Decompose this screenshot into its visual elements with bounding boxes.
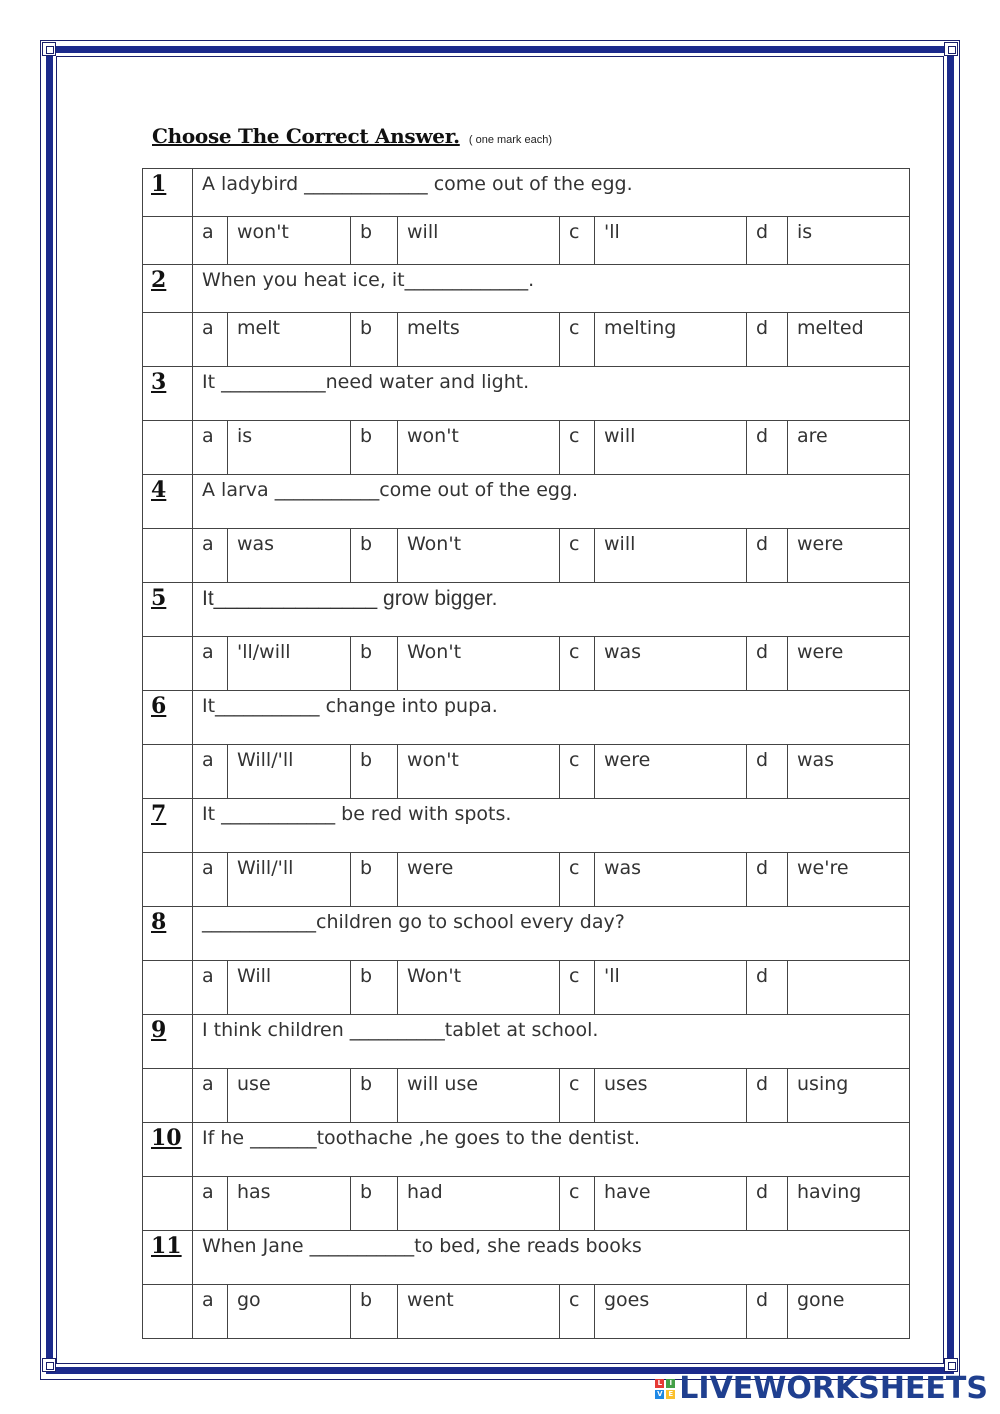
frame-corner-ornament [944,1358,958,1372]
option-c-answer[interactable]: have [595,1177,747,1231]
question-number: 2 [143,265,193,313]
option-letter: b [351,637,398,691]
option-c-answer[interactable]: goes [595,1285,747,1339]
number-spacer-cell [143,421,193,475]
options-row [143,421,910,475]
options-row [143,1177,910,1231]
option-letter: d [747,421,788,475]
question-text: A ladybird _____________ come out of the egg. [193,169,910,217]
question-row [143,475,910,529]
question-number: 11 [143,1231,193,1285]
question-table [142,168,910,1339]
liveworksheets-watermark [655,1371,988,1406]
question-text: It ___________need water and light. [193,367,910,421]
marks-note: ( one mark each) [468,134,553,146]
number-spacer-cell [143,529,193,583]
option-b-answer[interactable]: Won't [398,529,560,583]
option-letter: d [747,1069,788,1123]
options-row [143,313,910,367]
option-a-answer[interactable]: melt [228,313,351,367]
question-row [143,691,910,745]
question-number: 6 [143,691,193,745]
question-row [143,1231,910,1285]
number-spacer-cell [143,961,193,1015]
option-letter: a [193,1069,228,1123]
option-a-answer[interactable]: won't [228,217,351,265]
option-d-answer[interactable]: was [788,745,910,799]
option-b-answer[interactable]: Won't [398,637,560,691]
option-d-answer[interactable]: gone [788,1285,910,1339]
option-letter: b [351,745,398,799]
question-text: It______________ grow bigger. [193,583,910,637]
question-row [143,265,910,313]
question-number: 3 [143,367,193,421]
question-text: If he _______toothache ,he goes to the dentist. [193,1123,910,1177]
option-letter: d [747,313,788,367]
option-letter: a [193,745,228,799]
option-b-answer[interactable]: won't [398,421,560,475]
number-spacer-cell [143,853,193,907]
option-letter: c [560,217,595,265]
option-letter: c [560,1069,595,1123]
option-b-answer[interactable]: Won't [398,961,560,1015]
brand-name: LIVEWORKSHEETS [679,1371,988,1406]
option-letter: d [747,217,788,265]
option-a-answer[interactable]: was [228,529,351,583]
option-letter: a [193,961,228,1015]
frame-corner-ornament [42,1358,56,1372]
question-number: 5 [143,583,193,637]
option-a-answer[interactable]: go [228,1285,351,1339]
option-letter: c [560,421,595,475]
option-a-answer[interactable]: is [228,421,351,475]
question-number: 10 [143,1123,193,1177]
option-letter: d [747,961,788,1015]
option-c-answer[interactable]: will [595,421,747,475]
question-row [143,1123,910,1177]
option-a-answer[interactable]: Will/'ll [228,853,351,907]
question-number: 7 [143,799,193,853]
question-text: I think children __________tablet at school. [193,1015,910,1069]
option-d-answer[interactable]: were [788,529,910,583]
option-letter: a [193,313,228,367]
option-d-answer[interactable]: using [788,1069,910,1123]
option-letter: c [560,853,595,907]
question-number: 4 [143,475,193,529]
option-letter: b [351,313,398,367]
number-spacer-cell [143,1177,193,1231]
options-row [143,1069,910,1123]
option-a-answer[interactable]: has [228,1177,351,1231]
option-d-answer[interactable]: were [788,637,910,691]
logo-letter: I [666,1379,675,1388]
option-a-answer[interactable]: 'll/will [228,637,351,691]
option-c-answer[interactable]: melting [595,313,747,367]
worksheet-title: Choose The Correct Answer. [152,124,460,148]
options-row [143,217,910,265]
option-b-answer[interactable]: won't [398,745,560,799]
question-row [143,169,910,217]
option-letter: b [351,1177,398,1231]
number-spacer-cell [143,1285,193,1339]
option-letter: b [351,853,398,907]
option-letter: b [351,529,398,583]
option-letter: d [747,1177,788,1231]
option-letter: d [747,637,788,691]
options-row [143,745,910,799]
options-row [143,853,910,907]
option-letter: a [193,853,228,907]
option-letter: c [560,745,595,799]
option-b-answer[interactable]: melts [398,313,560,367]
number-spacer-cell [143,313,193,367]
option-d-answer[interactable]: melted [788,313,910,367]
option-letter: a [193,529,228,583]
question-row [143,1015,910,1069]
option-letter: b [351,1069,398,1123]
option-letter: a [193,1177,228,1231]
liveworksheets-logo-icon [655,1379,675,1399]
frame-corner-ornament [944,42,958,56]
option-c-answer[interactable]: was [595,637,747,691]
option-c-answer[interactable]: were [595,745,747,799]
option-b-answer[interactable]: were [398,853,560,907]
option-letter: c [560,313,595,367]
question-row [143,583,910,637]
option-letter: c [560,637,595,691]
question-row [143,799,910,853]
option-b-answer[interactable]: went [398,1285,560,1339]
option-letter: d [747,853,788,907]
options-row [143,529,910,583]
question-text: When Jane ___________to bed, she reads books [193,1231,910,1285]
option-d-answer[interactable]: having [788,1177,910,1231]
option-letter: a [193,1285,228,1339]
question-number: 8 [143,907,193,961]
number-spacer-cell [143,637,193,691]
question-text: It ____________ be red with spots. [193,799,910,853]
number-spacer-cell [143,217,193,265]
worksheet-heading [152,124,552,148]
option-a-answer[interactable]: use [228,1069,351,1123]
question-text: It___________ change into pupa. [193,691,910,745]
option-letter: b [351,1285,398,1339]
question-text: ____________children go to school every day? [193,907,910,961]
option-letter: a [193,637,228,691]
number-spacer-cell [143,745,193,799]
option-c-answer[interactable]: 'll [595,961,747,1015]
frame-corner-ornament [42,42,56,56]
option-c-answer[interactable]: will [595,529,747,583]
option-letter: b [351,421,398,475]
options-row [143,637,910,691]
question-row [143,907,910,961]
option-b-answer[interactable]: had [398,1177,560,1231]
option-c-answer[interactable]: was [595,853,747,907]
question-row [143,367,910,421]
option-c-answer[interactable]: uses [595,1069,747,1123]
option-letter: d [747,529,788,583]
option-letter: a [193,421,228,475]
option-letter: c [560,529,595,583]
question-text: When you heat ice, it_____________. [193,265,910,313]
option-c-answer[interactable]: 'll [595,217,747,265]
option-letter: d [747,1285,788,1339]
option-d-answer[interactable]: we're [788,853,910,907]
question-text: A larva ___________come out of the egg. [193,475,910,529]
option-d-answer[interactable]: is [788,217,910,265]
options-row [143,1285,910,1339]
question-number: 9 [143,1015,193,1069]
option-letter: a [193,217,228,265]
number-spacer-cell [143,1069,193,1123]
option-letter: c [560,1285,595,1339]
logo-letter: V [657,1389,663,1398]
option-letter: b [351,217,398,265]
option-letter: c [560,1177,595,1231]
options-row [143,961,910,1015]
logo-letter: L [655,1379,664,1388]
option-a-answer[interactable]: Will/'ll [228,745,351,799]
question-number: 1 [143,169,193,217]
option-d-answer[interactable] [788,961,910,1015]
option-b-answer[interactable]: will use [398,1069,560,1123]
option-d-answer[interactable]: are [788,421,910,475]
option-letter: c [560,961,595,1015]
option-letter: d [747,745,788,799]
option-a-answer[interactable]: Will [228,961,351,1015]
option-b-answer[interactable]: will [398,217,560,265]
option-letter: b [351,961,398,1015]
logo-letter: E [666,1390,675,1399]
